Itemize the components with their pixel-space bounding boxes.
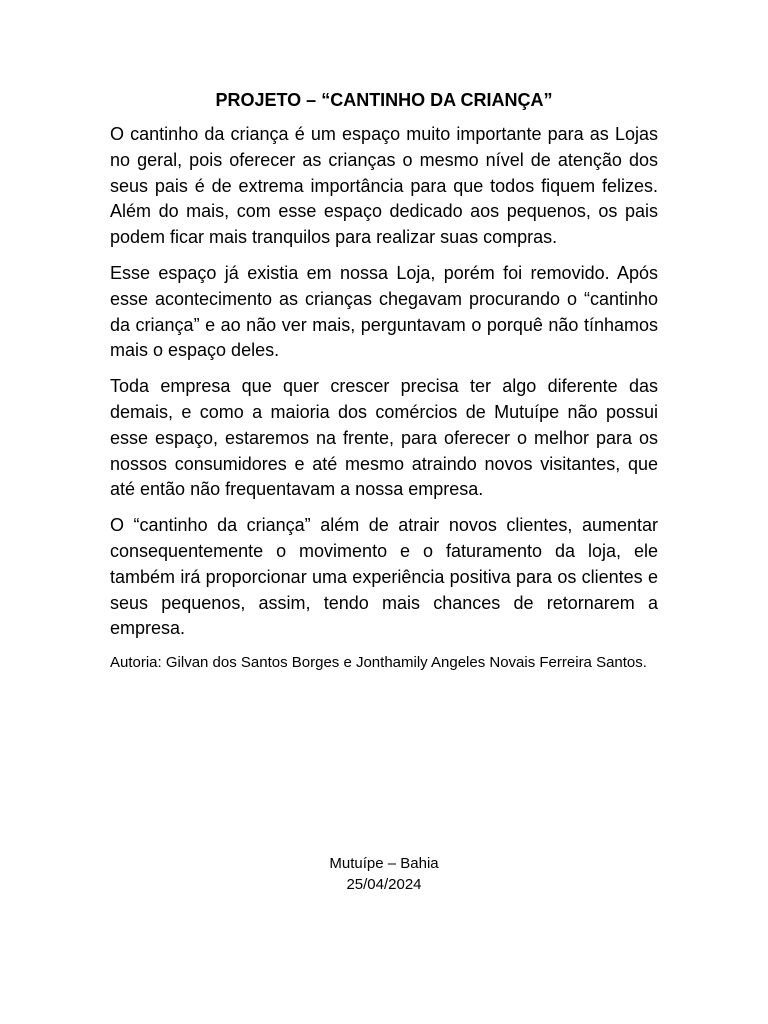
date-line: 25/04/2024 xyxy=(346,876,422,893)
location-line: Mutuípe – Bahia xyxy=(329,855,439,872)
paragraph-4: O “cantinho da criança” além de atrair novos clientes, aumentar consequentemente o movimento e o faturamento da loja, ele também irá proporcionar uma experiência positiva para os clientes e seus pequenos, assim, tendo mais chances de retornarem a empresa. xyxy=(110,515,658,639)
paragraph-2: Esse espaço já existia em nossa Loja, porém foi removido. Após esse acontecimento as crianças chegavam procurando o “cantinho da criança” e ao não ver mais, perguntavam o porquê não tínhamos mais o espaço deles. xyxy=(110,262,658,361)
paragraph-3: Toda empresa que quer crescer precisa ter algo diferente das demais, e como a maioria dos comércios de Mutuípe não possui esse espaço, estaremos na frente, para oferecer o melhor para os nossos consumidores e até mesmo atraindo novos visitantes, que até então não frequentavam a nossa empresa. xyxy=(110,376,658,500)
document-title: PROJETO – “CANTINHO DA CRIANÇA” xyxy=(215,90,553,110)
author-line: Autoria: Gilvan dos Santos Borges e Jonthamily Angeles Novais Ferreira Santos. xyxy=(110,654,647,672)
paragraph-1: O cantinho da criança é um espaço muito importante para as Lojas no geral, pois oferecer as crianças o mesmo nível de atenção dos seus pais é de extrema importância para que todos fiquem felizes. Além do mais, com esse espaço dedicado aos pequenos, os pais podem ficar mais tranquilos para realizar suas compras. xyxy=(110,124,658,248)
document-body xyxy=(110,88,658,673)
document-footer xyxy=(0,853,768,895)
